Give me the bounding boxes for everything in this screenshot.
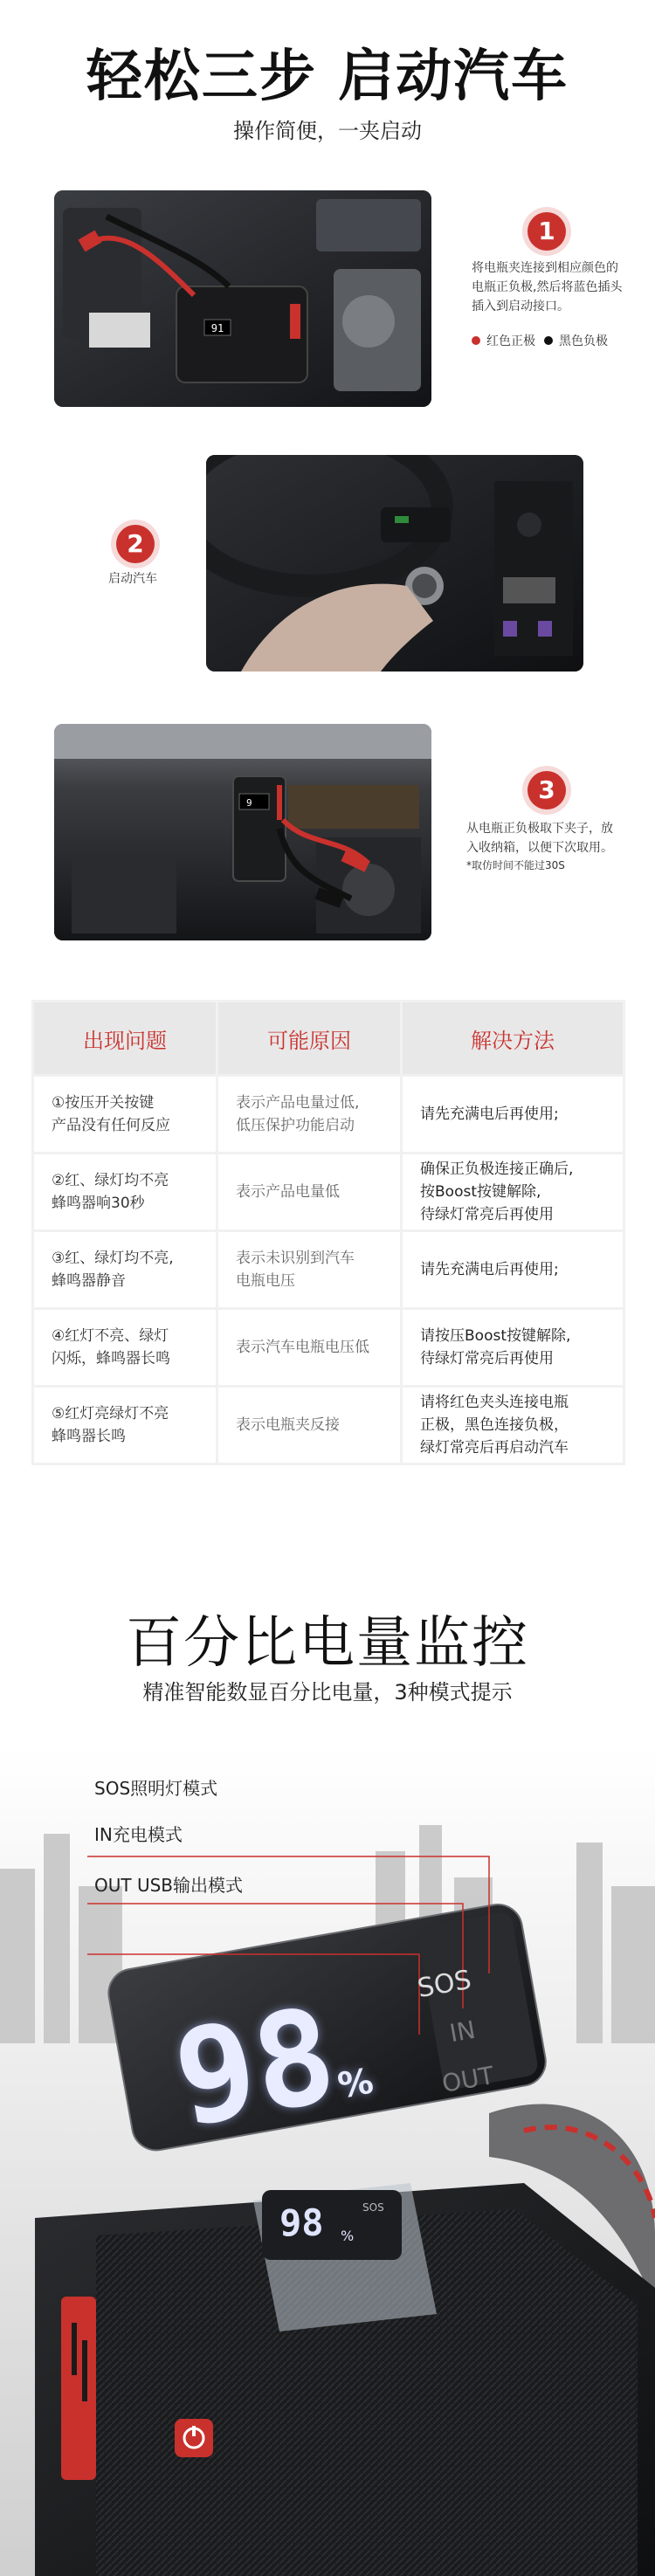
cell-cause: 表示汽车电瓶电压低 [218, 1310, 400, 1385]
display-mode-out: OUT [439, 2061, 497, 2098]
header-solution: 解决方法 [403, 1002, 623, 1074]
cell-solution: 请先充满电后再使用; [403, 1232, 623, 1307]
cell-problem: ④红灯不亮、绿灯 闪烁，蜂鸣器长鸣 [34, 1310, 216, 1385]
polarity-legend: 红色正极 黑色负极 [472, 332, 608, 349]
display-percent-unit: % [334, 2061, 376, 2107]
cell-cause: 表示产品电量过低, 低压保护功能启动 [218, 1077, 400, 1152]
section2-subtitle: 精准智能数显百分比电量，3种模式提示 [142, 1680, 513, 1705]
table-row [34, 1077, 623, 1152]
cell-problem: ②红、绿灯均不亮 蜂鸣器响30秒 [34, 1154, 216, 1229]
step3-photo [54, 724, 431, 940]
table-row [34, 1388, 623, 1463]
cell-solution: 请按压Boost按键解除, 待绿灯常亮后再使用 [403, 1310, 623, 1385]
page-subtitle: 操作简便，一夹启动 [233, 119, 422, 143]
step2-photo [206, 455, 583, 672]
header-cause: 可能原因 [218, 1002, 400, 1074]
step3-note: *取仿时间不能过30S [466, 859, 565, 871]
mode-label-in: IN充电模式 [94, 1824, 183, 1845]
cell-solution: 确保正负极连接正确后, 按Boost按键解除, 待绿灯常亮后再使用 [403, 1154, 623, 1229]
step1-text: 将电瓶夹连接到相应颜色的 电瓶正负极,然后将蓝色插头 插入到启动接口。 [472, 261, 623, 313]
mode-label-sos: SOS照明灯模式 [94, 1778, 218, 1799]
mode-label-out: OUT USB输出模式 [94, 1875, 244, 1896]
display-percent-value: 98 [163, 1979, 347, 2157]
black-dot-icon [544, 336, 553, 345]
header-problem: 出现问题 [34, 1002, 216, 1074]
table-row [34, 1232, 623, 1307]
cell-problem: ①按压开关按键 产品没有任何反应 [34, 1077, 216, 1152]
table-row [34, 1310, 623, 1385]
table-header-row [34, 1002, 623, 1074]
display-mode-in: IN [447, 2015, 478, 2049]
red-dot-icon [472, 336, 480, 345]
step1-number: 1 [527, 212, 566, 251]
cell-cause: 表示产品电量低 [218, 1154, 400, 1229]
cell-cause: 表示未识别到汽车 电瓶电压 [218, 1232, 400, 1307]
device-display-text: 91 [210, 322, 224, 334]
step1-photo [54, 190, 431, 407]
cell-cause: 表示电瓶夹反接 [218, 1388, 400, 1463]
step3-number: 3 [527, 771, 566, 809]
svg-text:SOS: SOS [362, 2201, 384, 2214]
troubleshooting-table [31, 1000, 625, 1465]
svg-text:9: 9 [246, 797, 252, 809]
svg-text:98: 98 [279, 2201, 324, 2244]
step3-text: 从电瓶正负极取下夹子，放 入收纳箱，以便下次取用。 [466, 822, 613, 855]
cell-problem: ⑤红灯亮绿灯不亮 蜂鸣器长鸣 [34, 1388, 216, 1463]
cell-problem: ③红、绿灯均不亮, 蜂鸣器静音 [34, 1232, 216, 1307]
cell-solution: 请将红色夹头连接电瓶 正极，黑色连接负极， 绿灯常亮后再启动汽车 [403, 1388, 623, 1463]
section2-title: 百分比电量监控 [126, 1611, 529, 1676]
svg-text:%: % [341, 2228, 355, 2244]
step2-number: 2 [116, 525, 155, 563]
display-percent [163, 1979, 384, 2179]
display-mode-sos: SOS [415, 1964, 474, 2005]
battery-monitor-section [0, 1550, 655, 2576]
step2-text: 启动汽车 [108, 572, 157, 586]
table-row [34, 1154, 623, 1229]
cell-solution: 请先充满电后再使用; [403, 1077, 623, 1152]
page-title: 轻松三步 启动汽车 [86, 45, 569, 109]
